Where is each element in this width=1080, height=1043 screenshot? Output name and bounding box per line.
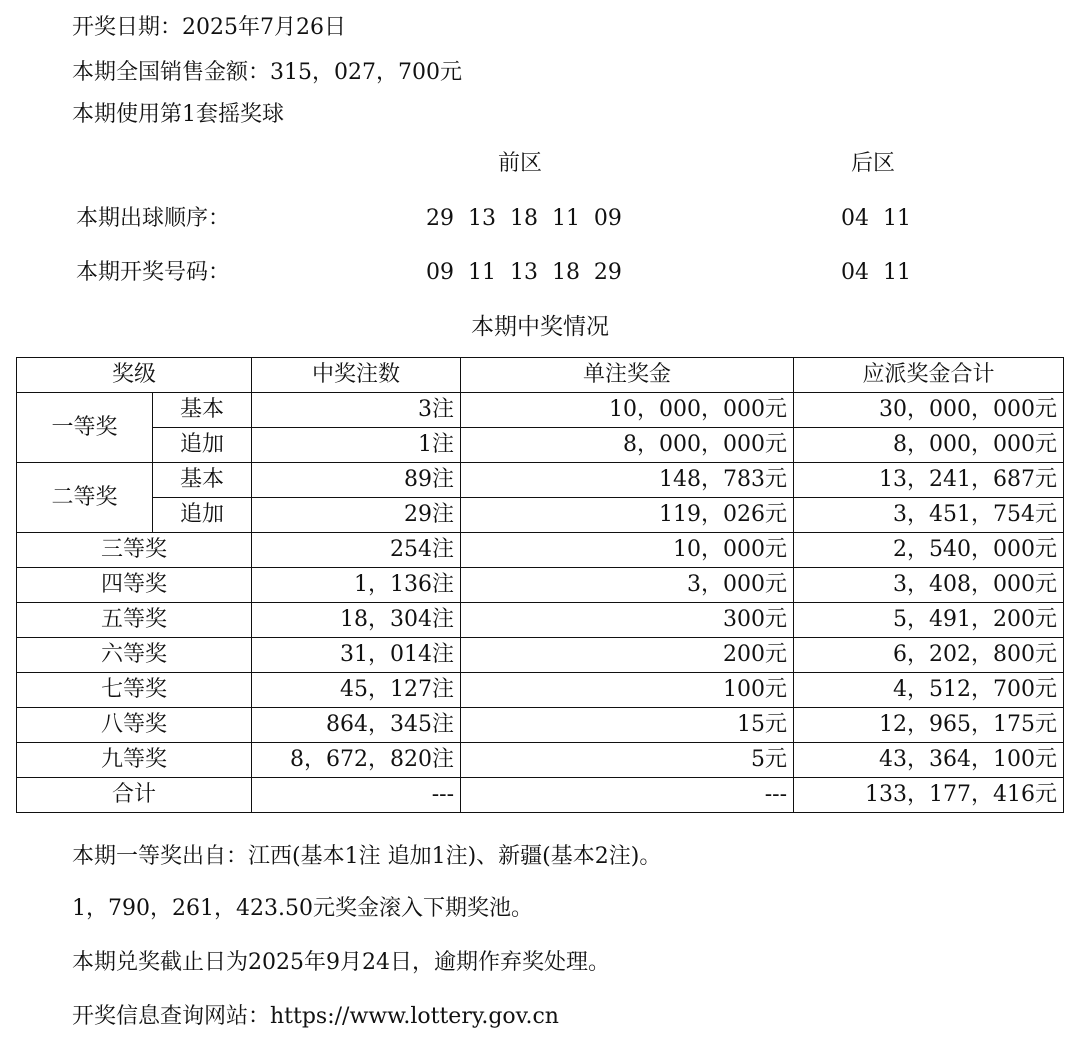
win-count: 254注 bbox=[252, 533, 461, 568]
deadline-note: 本期兑奖截止日为2025年9月24日，逾期作弃奖处理。 bbox=[72, 950, 610, 975]
sub-level: 基本 bbox=[153, 393, 252, 428]
level-name: 三等奖 bbox=[17, 533, 252, 568]
table-sum-row bbox=[17, 778, 1064, 813]
sum-prize: --- bbox=[461, 778, 794, 813]
total-prize: 13，241，687元 bbox=[794, 463, 1064, 498]
order-label: 本期出球顺序： bbox=[76, 206, 231, 231]
table-row bbox=[17, 743, 1064, 778]
ball-set: 本期使用第1套摇奖球 bbox=[72, 102, 284, 127]
table-row bbox=[17, 568, 1064, 603]
unit-prize: 300元 bbox=[461, 603, 794, 638]
level-name: 五等奖 bbox=[17, 603, 252, 638]
sub-level: 基本 bbox=[153, 463, 252, 498]
order-front-numbers: 29 13 18 11 09 bbox=[426, 206, 622, 231]
header-count: 中奖注数 bbox=[252, 358, 461, 393]
level-name: 一等奖 bbox=[17, 393, 153, 463]
order-back-numbers: 04 11 bbox=[841, 206, 911, 231]
table-row bbox=[17, 463, 1064, 498]
draw-front-numbers: 09 11 13 18 29 bbox=[426, 260, 622, 285]
first-prize-origin: 本期一等奖出自：江西(基本1注 追加1注)、新疆(基本2注)。 bbox=[72, 844, 662, 869]
table-row bbox=[17, 498, 1064, 533]
total-prize: 5，491，200元 bbox=[794, 603, 1064, 638]
unit-prize: 100元 bbox=[461, 673, 794, 708]
win-count: 1注 bbox=[252, 428, 461, 463]
table-row bbox=[17, 708, 1064, 743]
unit-prize: 5元 bbox=[461, 743, 794, 778]
rollover-note: 1，790，261，423.50元奖金滚入下期奖池。 bbox=[72, 896, 533, 921]
total-prize: 43，364，100元 bbox=[794, 743, 1064, 778]
sub-level: 追加 bbox=[153, 428, 252, 463]
win-count: 864，345注 bbox=[252, 708, 461, 743]
level-name: 六等奖 bbox=[17, 638, 252, 673]
level-name: 九等奖 bbox=[17, 743, 252, 778]
win-count: 8，672，820注 bbox=[252, 743, 461, 778]
win-count: 45，127注 bbox=[252, 673, 461, 708]
unit-prize: 119，026元 bbox=[461, 498, 794, 533]
table-row bbox=[17, 533, 1064, 568]
unit-prize: 3，000元 bbox=[461, 568, 794, 603]
back-zone-label: 后区 bbox=[850, 151, 896, 176]
total-prize: 6，202，800元 bbox=[794, 638, 1064, 673]
unit-prize: 10，000，000元 bbox=[461, 393, 794, 428]
win-count: 1，136注 bbox=[252, 568, 461, 603]
prize-table bbox=[16, 357, 1064, 813]
total-prize: 12，965，175元 bbox=[794, 708, 1064, 743]
total-prize: 30，000，000元 bbox=[794, 393, 1064, 428]
unit-prize: 15元 bbox=[461, 708, 794, 743]
total-prize: 8，000，000元 bbox=[794, 428, 1064, 463]
total-prize: 3，408，000元 bbox=[794, 568, 1064, 603]
level-name: 四等奖 bbox=[17, 568, 252, 603]
draw-back-numbers: 04 11 bbox=[841, 260, 911, 285]
sum-label: 合计 bbox=[17, 778, 252, 813]
sub-level: 追加 bbox=[153, 498, 252, 533]
unit-prize: 148，783元 bbox=[461, 463, 794, 498]
total-prize: 3，451，754元 bbox=[794, 498, 1064, 533]
table-row bbox=[17, 428, 1064, 463]
table-row bbox=[17, 393, 1064, 428]
win-count: 89注 bbox=[252, 463, 461, 498]
sum-total: 133，177，416元 bbox=[794, 778, 1064, 813]
win-count: 18，304注 bbox=[252, 603, 461, 638]
unit-prize: 8，000，000元 bbox=[461, 428, 794, 463]
header-total: 应派奖金合计 bbox=[794, 358, 1064, 393]
win-count: 31，014注 bbox=[252, 638, 461, 673]
total-prize: 2，540，000元 bbox=[794, 533, 1064, 568]
table-title: 本期中奖情况 bbox=[471, 314, 609, 340]
level-name: 二等奖 bbox=[17, 463, 153, 533]
table-row bbox=[17, 603, 1064, 638]
table-header-row bbox=[17, 358, 1064, 393]
table-row bbox=[17, 673, 1064, 708]
draw-date: 开奖日期：2025年7月26日 bbox=[72, 15, 346, 40]
header-prize: 单注奖金 bbox=[461, 358, 794, 393]
win-count: 3注 bbox=[252, 393, 461, 428]
level-name: 八等奖 bbox=[17, 708, 252, 743]
sum-count: --- bbox=[252, 778, 461, 813]
website-line: 开奖信息查询网站：https://www.lottery.gov.cn bbox=[72, 1004, 559, 1029]
header-level: 奖级 bbox=[17, 358, 252, 393]
draw-label: 本期开奖号码： bbox=[76, 260, 231, 285]
unit-prize: 10，000元 bbox=[461, 533, 794, 568]
unit-prize: 200元 bbox=[461, 638, 794, 673]
table-row bbox=[17, 638, 1064, 673]
level-name: 七等奖 bbox=[17, 673, 252, 708]
front-zone-label: 前区 bbox=[497, 151, 543, 176]
sales-amount: 本期全国销售金额：315，027，700元 bbox=[72, 60, 462, 85]
total-prize: 4，512，700元 bbox=[794, 673, 1064, 708]
win-count: 29注 bbox=[252, 498, 461, 533]
